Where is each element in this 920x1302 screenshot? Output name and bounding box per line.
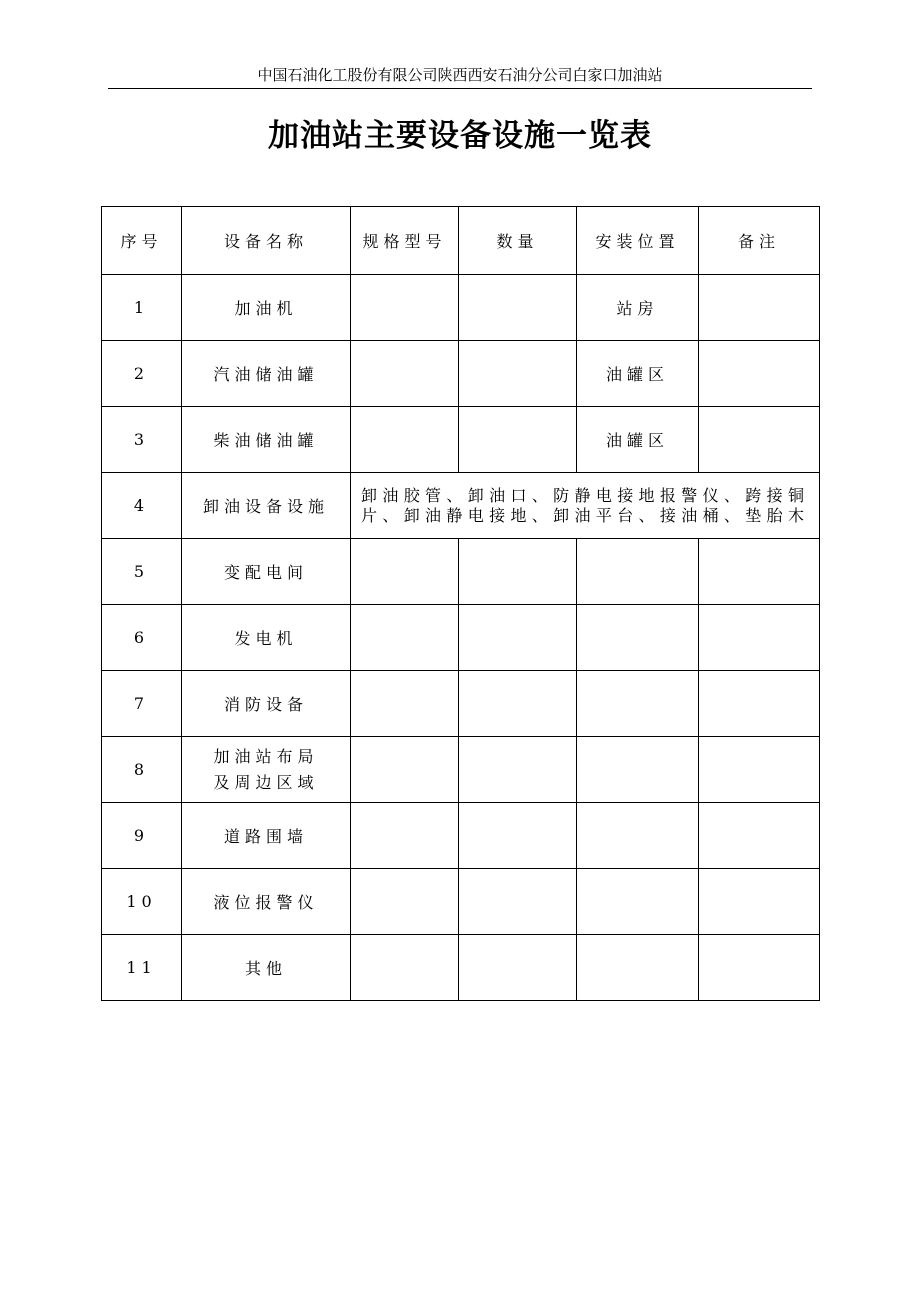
cell-qty bbox=[459, 737, 577, 803]
table-row bbox=[102, 473, 820, 539]
cell-location bbox=[577, 539, 699, 605]
cell-location bbox=[577, 803, 699, 869]
cell-location: 油罐区 bbox=[577, 341, 699, 407]
cell-no: 2 bbox=[102, 341, 182, 407]
table-row bbox=[102, 737, 820, 803]
cell-no: 8 bbox=[102, 737, 182, 803]
cell-spec bbox=[351, 671, 459, 737]
cell-spec bbox=[351, 935, 459, 1001]
table-row bbox=[102, 539, 820, 605]
cell-name: 变配电间 bbox=[182, 539, 351, 605]
merged-detail-line: 卸油胶管、卸油口、防静电接地报警仪、跨接铜 bbox=[361, 485, 809, 505]
company-name: 中国石油化工股份有限公司陕西西安石油分公司白家口加油站 bbox=[257, 66, 663, 84]
document-title: 加油站主要设备设施一览表 bbox=[268, 118, 652, 154]
cell-note bbox=[699, 407, 820, 473]
cell-spec bbox=[351, 605, 459, 671]
cell-location bbox=[577, 869, 699, 935]
cell-location bbox=[577, 671, 699, 737]
cell-name: 柴油储油罐 bbox=[182, 407, 351, 473]
cell-spec bbox=[351, 803, 459, 869]
cell-location bbox=[577, 737, 699, 803]
cell-qty bbox=[459, 671, 577, 737]
cell-note bbox=[699, 671, 820, 737]
column-header-spec: 规格型号 bbox=[351, 207, 459, 275]
cell-spec bbox=[351, 869, 459, 935]
cell-no: 10 bbox=[102, 869, 182, 935]
cell-spec bbox=[351, 737, 459, 803]
cell-qty bbox=[459, 605, 577, 671]
cell-note bbox=[699, 935, 820, 1001]
cell-qty bbox=[459, 869, 577, 935]
equipment-table bbox=[101, 206, 820, 1001]
cell-name: 其他 bbox=[182, 935, 351, 1001]
cell-spec bbox=[351, 341, 459, 407]
cell-note bbox=[699, 539, 820, 605]
cell-no: 7 bbox=[102, 671, 182, 737]
cell-spec bbox=[351, 539, 459, 605]
cell-note bbox=[699, 803, 820, 869]
cell-qty bbox=[459, 803, 577, 869]
table-row bbox=[102, 605, 820, 671]
cell-spec bbox=[351, 407, 459, 473]
table-row bbox=[102, 275, 820, 341]
cell-name-line: 加油站布局 bbox=[213, 746, 319, 766]
cell-note bbox=[699, 869, 820, 935]
cell-merged-detail bbox=[351, 473, 820, 539]
cell-name: 加油机 bbox=[182, 275, 351, 341]
column-header-qty: 数量 bbox=[459, 207, 577, 275]
table-row bbox=[102, 869, 820, 935]
cell-name: 道路围墙 bbox=[182, 803, 351, 869]
cell-location: 站房 bbox=[577, 275, 699, 341]
column-header-note: 备注 bbox=[699, 207, 820, 275]
table-row bbox=[102, 671, 820, 737]
cell-location bbox=[577, 605, 699, 671]
column-header-no: 序号 bbox=[102, 207, 182, 275]
table-row bbox=[102, 803, 820, 869]
cell-no: 11 bbox=[102, 935, 182, 1001]
table-row bbox=[102, 341, 820, 407]
cell-qty bbox=[459, 539, 577, 605]
cell-no: 6 bbox=[102, 605, 182, 671]
cell-note bbox=[699, 341, 820, 407]
cell-name bbox=[182, 737, 351, 803]
cell-name-line: 及周边区域 bbox=[213, 772, 319, 792]
cell-qty bbox=[459, 341, 577, 407]
table-row bbox=[102, 407, 820, 473]
cell-location bbox=[577, 935, 699, 1001]
cell-no: 3 bbox=[102, 407, 182, 473]
cell-note bbox=[699, 605, 820, 671]
column-header-name: 设备名称 bbox=[182, 207, 351, 275]
cell-spec bbox=[351, 275, 459, 341]
cell-no: 5 bbox=[102, 539, 182, 605]
cell-no: 4 bbox=[102, 473, 182, 539]
cell-qty bbox=[459, 407, 577, 473]
cell-qty bbox=[459, 935, 577, 1001]
merged-detail-line: 片、卸油静电接地、卸油平台、接油桶、垫胎木 bbox=[361, 505, 809, 525]
cell-name: 发电机 bbox=[182, 605, 351, 671]
cell-qty bbox=[459, 275, 577, 341]
cell-no: 1 bbox=[102, 275, 182, 341]
column-header-location: 安装位置 bbox=[577, 207, 699, 275]
cell-note bbox=[699, 737, 820, 803]
table-header-row bbox=[102, 207, 820, 275]
page-header bbox=[108, 64, 812, 89]
table-row bbox=[102, 935, 820, 1001]
cell-name: 卸油设备设施 bbox=[182, 473, 351, 539]
cell-no: 9 bbox=[102, 803, 182, 869]
cell-name: 消防设备 bbox=[182, 671, 351, 737]
cell-note bbox=[699, 275, 820, 341]
cell-name: 液位报警仪 bbox=[182, 869, 351, 935]
cell-name: 汽油储油罐 bbox=[182, 341, 351, 407]
cell-location: 油罐区 bbox=[577, 407, 699, 473]
